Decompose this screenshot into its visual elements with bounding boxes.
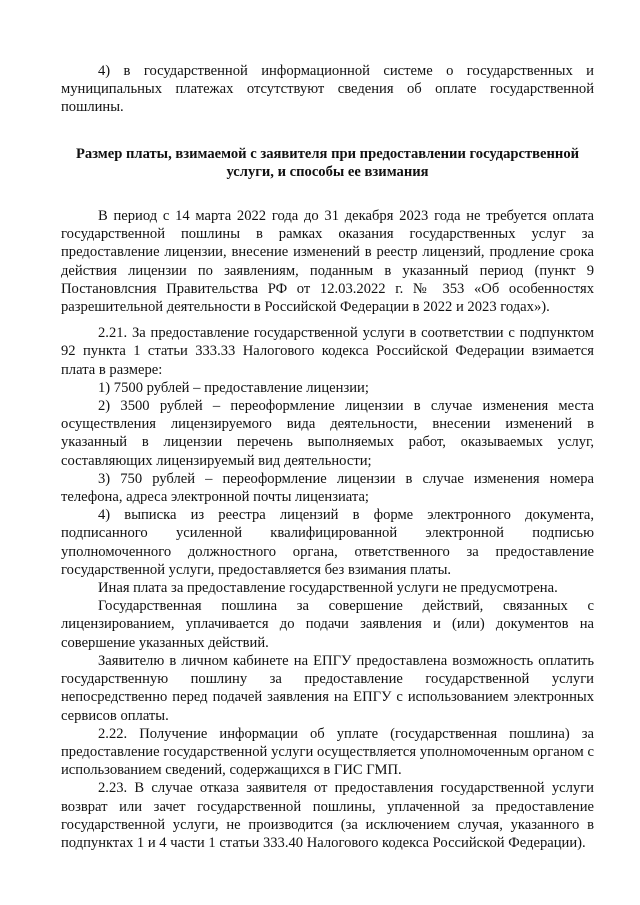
document-body <box>61 62 594 852</box>
paragraph-2-21: 2.21. За предоставление государственной услуги в соответствии с подпунктом 92 пункта 1 статьи 333.33 Налогового кодекса Российской Федерации взимается плата в размере: <box>61 325 594 378</box>
list-item-3: 3) 750 рублей – переоформление лицензии в случае изменения номера телефона, адреса электронной почты лицензиата; <box>61 470 594 506</box>
list-item-4: 4) выписка из реестра лицензий в форме электронного документа, подписанного усиленной квалифицированной электронной подписью уполномоченного должностного органа, ответственного за предоставление государственной услуги, предоставляется без взимания платы. <box>61 507 594 578</box>
section-heading: Размер платы, взимаемой с заявителя при предоставлении государственной услуги, и способы ее взимания <box>75 145 580 180</box>
intro-paragraph: 4) в государственной информационной системе о государственных и муниципальных платежах отсутствуют сведения об оплате государственной пошлины. <box>61 63 594 116</box>
paragraph-gap <box>61 316 594 324</box>
paragraph-epgu-payment: Заявителю в личном кабинете на ЕПГУ предоставлена возможность оплатить государственную пошлину за предоставление государственной услуги непосредственно перед подачей заявления на ЕПГУ с использованием электронных сервисов оплаты. <box>61 652 594 724</box>
list-item-2: 2) 3500 рублей – переоформление лицензии в случае изменения места осуществления лицензируемого вида деятельности, внесении изменений в указанный в лицензии перечень выполняемых работ, оказываемых услуг, составляющих лицензируемый вид деятельности; <box>61 398 594 469</box>
paragraph-other-fee: Иная плата за предоставление государственной услуги не предусмотрена. <box>98 580 558 597</box>
paragraph-2-22: 2.22. Получение информации об уплате (государственная пошлина) за предоставление государственной услуги осуществляется уполномоченным органом с использованием сведений, содержащихся в ГИС ГМП. <box>61 725 594 779</box>
paragraph-period-exemption: В период с 14 марта 2022 года до 31 декабря 2023 года не требуется оплата государственной пошлины в рамках оказания государственных услуг за предоставление лицензии, внесение изменений в реестр лицензий, продление срока действия лицензии по заявлениям, поданным в указанный период (пункт 9 Постановлсния Правительства РФ от 12.03.2022 г. № 353 «Об особенностях разрешительной деятельности в Российской Федерации в 2022 и 2023 годах»). <box>61 208 594 316</box>
list-item-1: 1) 7500 рублей – предоставление лицензии; <box>98 379 369 396</box>
paragraph-2-23: 2.23. В случае отказа заявителя от предоставления государственной услуги возврат или зачет государственной пошлины, уплаченной за предоставление государственной услуги, не производится (за исключением случая, указанного в подпунктах 1 и 4 части 1 статьи 333.40 Налогового кодекса Российской Федерации). <box>61 780 594 851</box>
paragraph-duty-timing: Государственная пошлина за совершение действий, связанных с лицензированием, уплачивается до подачи заявления и (или) документов на совершение указанных действий. <box>61 598 594 651</box>
